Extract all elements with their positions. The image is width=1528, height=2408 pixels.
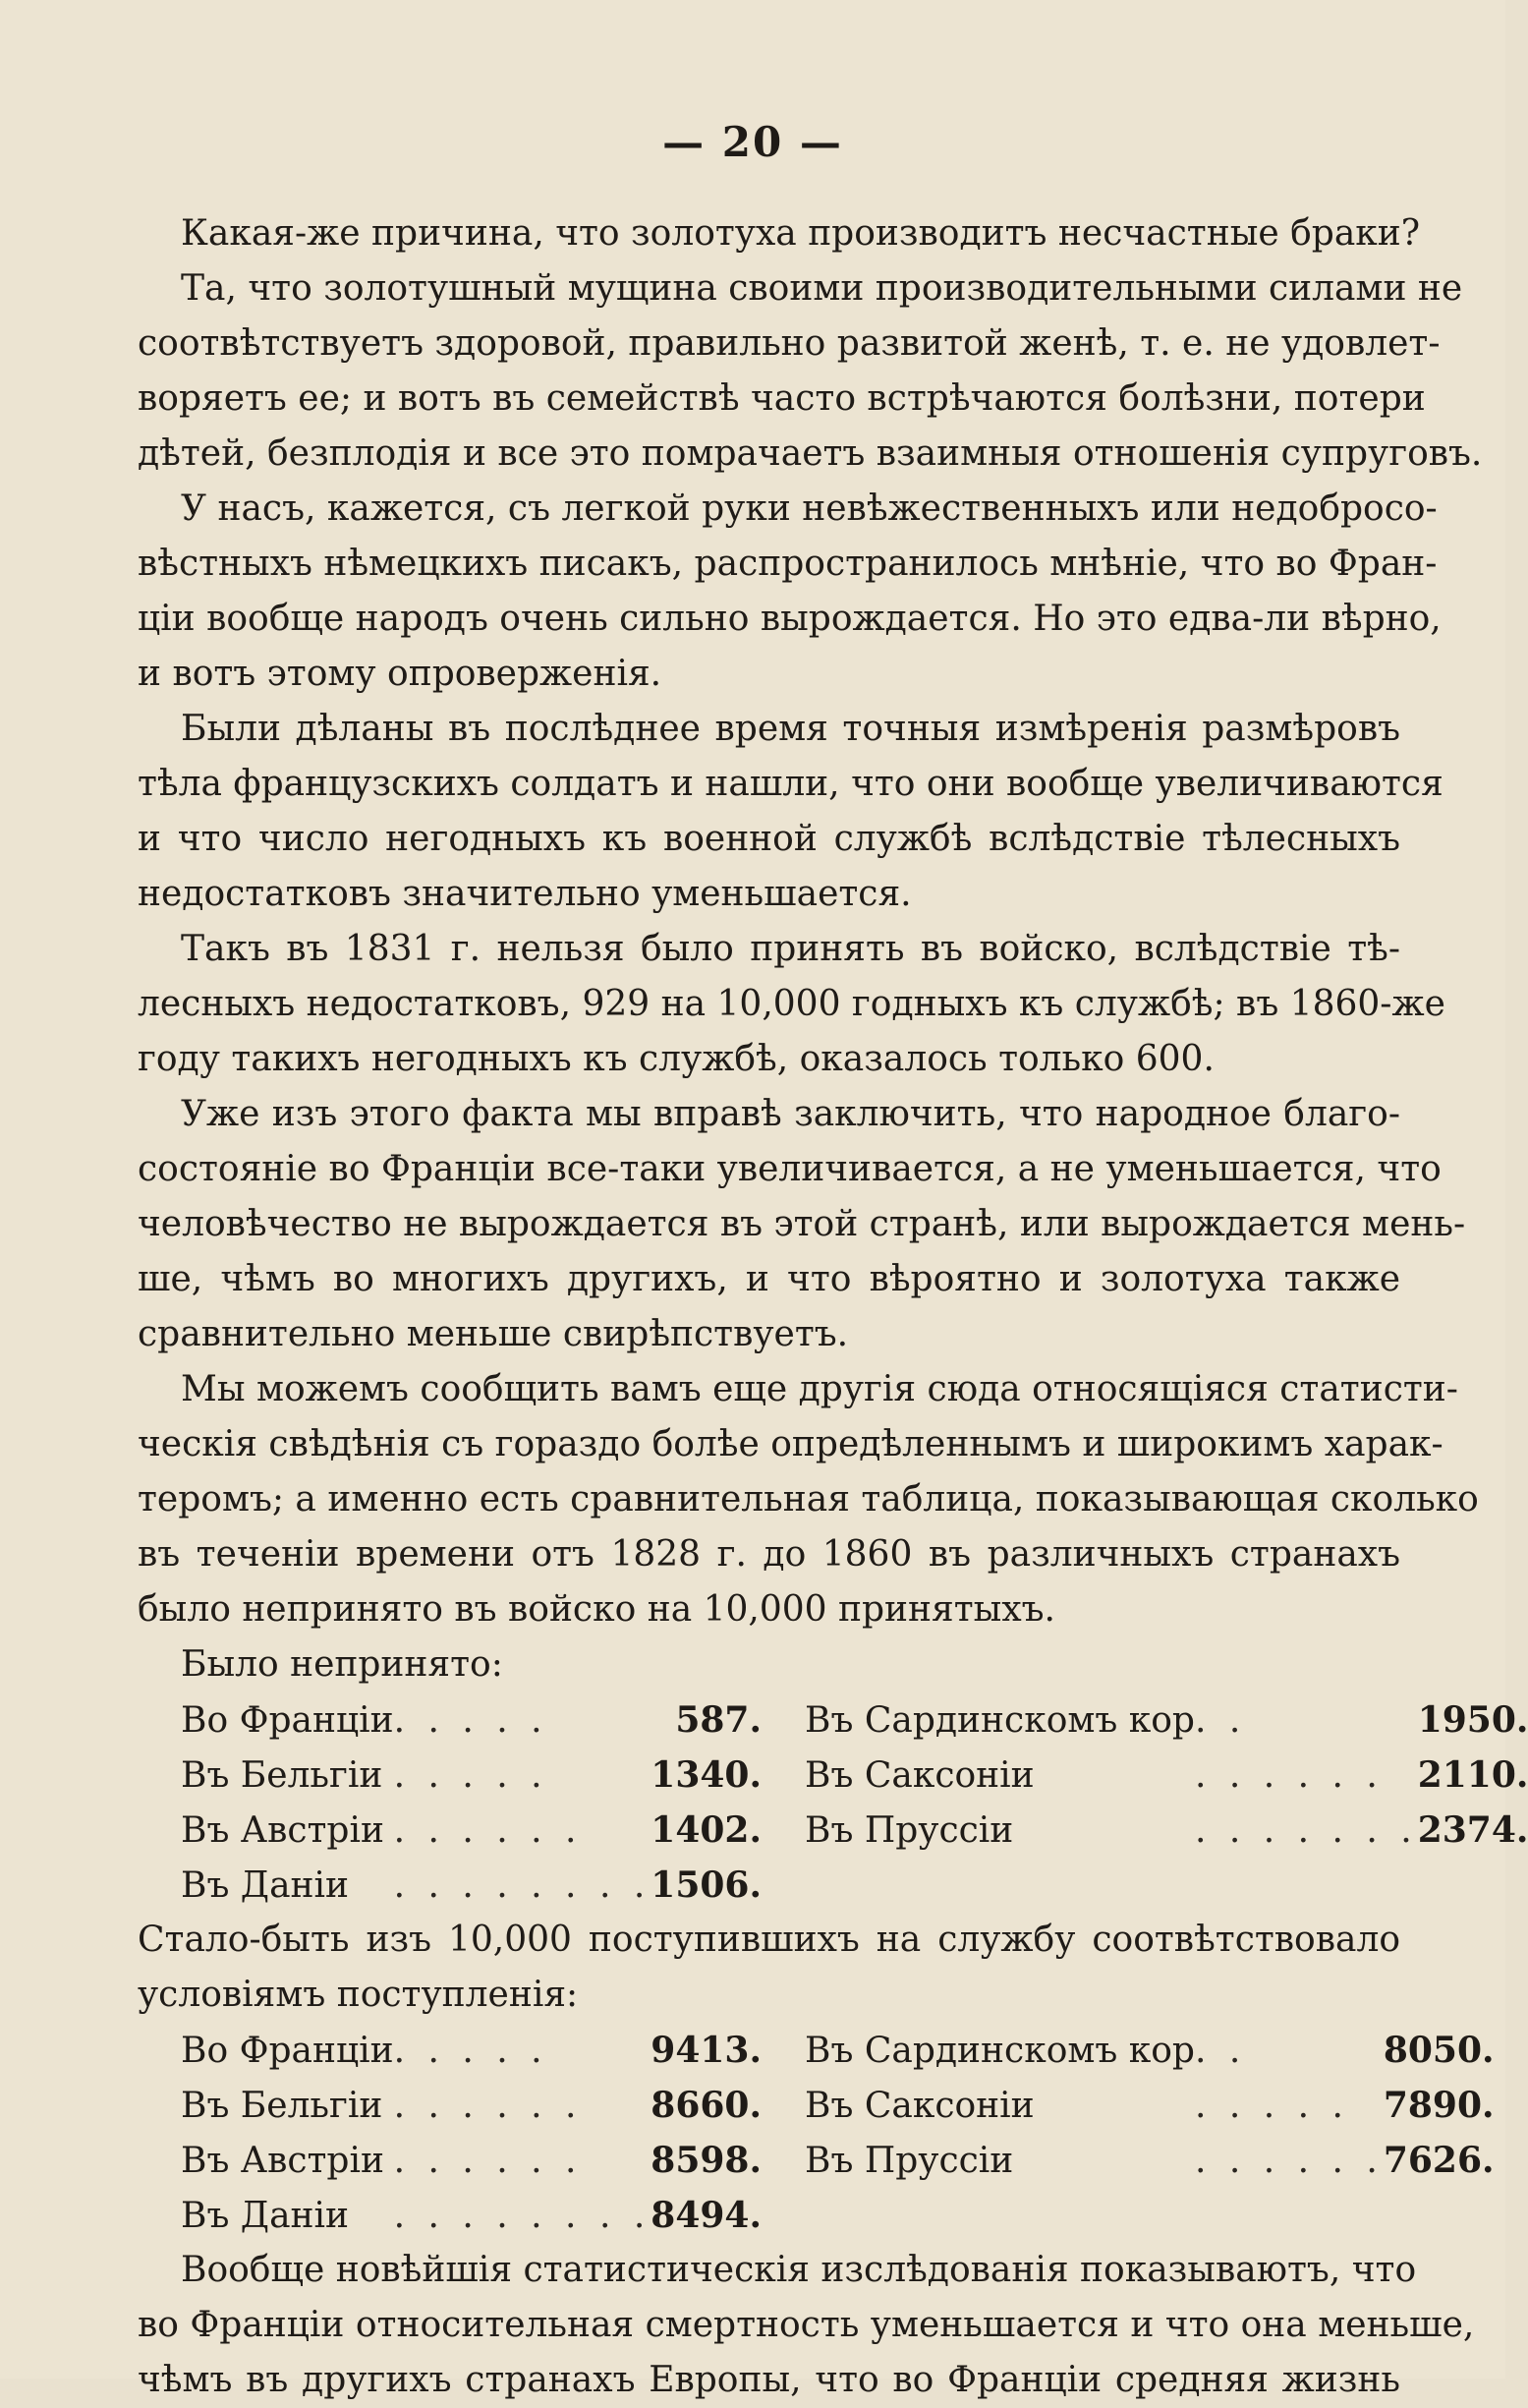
country-name: Въ Саксоніи	[805, 2085, 1035, 2126]
country-value: 1950.	[1417, 1699, 1528, 1741]
dot-leader: . . . . .	[393, 1754, 548, 1796]
table-row	[181, 1858, 1528, 1913]
country-value: 9413.	[651, 2030, 763, 2071]
country-value: 2110.	[1417, 1754, 1528, 1796]
text-line: дѣтей, безплодія и все это помрачаетъ взаимныя отношенія супруговъ.	[138, 433, 1483, 474]
page-body	[138, 206, 1528, 2408]
country-value: 8660.	[651, 2085, 763, 2126]
country-value: 587.	[675, 1699, 763, 1741]
paragraph	[138, 2243, 1475, 2408]
country-name: Въ Австріи	[181, 1809, 384, 1851]
dot-leader: . . . . .	[1194, 2085, 1349, 2126]
dot-leader: . . . . . . . .	[393, 1864, 651, 1906]
text-line: и вотъ этому опроверженія.	[138, 654, 662, 694]
text-line: въ теченіи времени отъ 1828 г. до 1860 въ различныхъ странахъ	[138, 1534, 1400, 1575]
dot-leader: . .	[1194, 2030, 1247, 2071]
table-row	[181, 1803, 1528, 1858]
country-name: Въ Австріи	[181, 2140, 384, 2181]
table-row	[181, 2078, 1495, 2133]
text-line: Вообще новѣйшія статистическія изслѣдованія показываютъ, что	[181, 2250, 1417, 2290]
country-name: Во Франціи	[181, 1699, 394, 1741]
country-name	[805, 1858, 1195, 1913]
paragraph	[138, 482, 1442, 702]
country-name	[805, 2188, 1195, 2243]
text-line: ше, чѣмъ во многихъ другихъ, и что вѣроятно и золотуха также	[138, 1259, 1400, 1299]
paragraph	[138, 702, 1443, 922]
country-value: 1340.	[651, 1754, 763, 1796]
country-value: 1402.	[651, 1809, 763, 1851]
text-line: Уже изъ этого факта мы вправѣ заключить, что народное благо-	[181, 1094, 1400, 1134]
text-line: Были дѣланы въ послѣднее время точныя измѣренія размѣровъ	[181, 709, 1400, 749]
text-line: Стало-быть изъ 10,000 поступившихъ на службу соотвѣтствовало	[138, 1920, 1400, 1960]
text-line: соотвѣтствуетъ здоровой, правильно развитой женѣ, т. е. не удовлет-	[138, 323, 1441, 364]
table-label: Было непринято:	[181, 1644, 503, 1685]
text-line: и что число негодныхъ къ военной службѣ вслѣдствіе тѣлесныхъ	[138, 819, 1400, 859]
text-line: тѣла французскихъ солдатъ и нашли, что они вообще увеличиваются	[138, 764, 1443, 804]
text-line: ціи вообще народъ очень сильно вырождается. Но это едва-ли вѣрно,	[138, 599, 1442, 639]
text-line: году такихъ негодныхъ къ службѣ, оказалось только 600.	[138, 1039, 1215, 1079]
country-name: Въ Бельгіи	[181, 2085, 383, 2126]
dot-leader: . . . . . .	[393, 2140, 583, 2181]
country-value: 2374.	[1417, 1809, 1528, 1851]
country-value	[1384, 2188, 1495, 2243]
paragraph	[138, 261, 1483, 482]
text-line: ческія свѣдѣнія съ гораздо болѣе опредѣленнымъ и широкимъ харак-	[138, 1424, 1443, 1464]
country-value	[1418, 1858, 1528, 1913]
country-name: Въ Пруссіи	[805, 2140, 1014, 2181]
country-value: 8494.	[651, 2195, 763, 2236]
text-line: чѣмъ въ другихъ странахъ Европы, что во Франціи средняя жизнь	[138, 2360, 1400, 2400]
country-name: Во Франціи	[181, 2030, 394, 2071]
empty-cell	[1195, 1858, 1418, 1913]
dot-leader: . . . . . .	[393, 1809, 583, 1851]
country-name: Въ Саксоніи	[805, 1754, 1035, 1796]
table-row	[181, 2023, 1495, 2078]
table-row	[181, 1692, 1528, 1748]
rejection-table	[181, 1692, 1528, 1913]
text-line: человѣчество не вырождается въ этой странѣ, или вырождается мень-	[138, 1204, 1466, 1244]
dot-leader: . .	[1194, 1699, 1247, 1741]
dot-leader: . . . . .	[393, 1699, 548, 1741]
country-name: Въ Сардинскомъ кор	[805, 2030, 1195, 2071]
text-line: условіямъ поступленія:	[138, 1975, 579, 2015]
country-name: Въ Даніи	[181, 2195, 350, 2236]
dot-leader: . . . . . . . .	[393, 2195, 651, 2236]
country-value: 8050.	[1383, 2030, 1495, 2071]
paragraph	[138, 1362, 1479, 1637]
dot-leader: . . . . . .	[1194, 1754, 1384, 1796]
text-line: теромъ; а именно есть сравнительная таблица, показывающая сколько	[138, 1479, 1479, 1519]
text-line: сравнительно меньше свирѣпствуетъ.	[138, 1314, 849, 1354]
dot-leader: . . . . . . .	[1194, 1809, 1418, 1851]
text-line: лесныхъ недостатковъ, 929 на 10,000 годныхъ къ службѣ; въ 1860-же	[138, 984, 1445, 1024]
text-line: недостатковъ значительно уменьшается.	[138, 874, 912, 914]
acceptance-table	[181, 2023, 1495, 2243]
country-name: Въ Даніи	[181, 1864, 350, 1906]
text-line: состояніе во Франціи все-таки увеличивается, а не уменьшается, что	[138, 1149, 1442, 1189]
text-line: было непринято въ войско на 10,000 принятыхъ.	[138, 1589, 1055, 1630]
country-name: Въ Пруссіи	[805, 1809, 1014, 1851]
page-number: — 20 —	[662, 118, 843, 166]
country-value: 7890.	[1383, 2085, 1495, 2126]
empty-cell	[1195, 2188, 1384, 2243]
table-row	[181, 2133, 1495, 2188]
dot-leader: . . . . . .	[393, 2085, 583, 2126]
country-name: Въ Сардинскомъ кор	[805, 1699, 1195, 1741]
table-row	[181, 1748, 1528, 1803]
text-line: во Франціи относительная смертность уменьшается и что она меньше,	[138, 2305, 1475, 2345]
country-value: 7626.	[1383, 2140, 1495, 2181]
text-line: Мы можемъ сообщить вамъ еще другія сюда относящіяся статисти-	[181, 1369, 1458, 1409]
text-line: Та, что золотушный мущина своими производительными силами не	[181, 268, 1463, 309]
country-name: Въ Бельгіи	[181, 1754, 383, 1796]
country-value: 1506.	[651, 1864, 763, 1906]
text-line: Такъ въ 1831 г. нельзя было принять въ войско, вслѣдствіе тѣ-	[181, 929, 1400, 969]
dot-leader: . . . . .	[393, 2030, 548, 2071]
text-line: Какая-же причина, что золотуха производитъ несчастные браки?	[181, 213, 1421, 254]
dot-leader: . . . . . .	[1194, 2140, 1384, 2181]
text-line: У насъ, кажется, съ легкой руки невѣжественныхъ или недобросо-	[181, 488, 1438, 529]
country-value: 8598.	[651, 2140, 763, 2181]
paragraph	[138, 206, 1421, 261]
paragraph	[138, 1087, 1466, 1362]
paragraph	[138, 1913, 1400, 2023]
text-line: воряетъ ее; и вотъ въ семействѣ часто встрѣчаются болѣзни, потери	[138, 378, 1426, 419]
table-row	[181, 2188, 1495, 2243]
paragraph	[138, 922, 1445, 1087]
text-line: вѣстныхъ нѣмецкихъ писакъ, распространилось мнѣніе, что во Фран-	[138, 544, 1438, 584]
